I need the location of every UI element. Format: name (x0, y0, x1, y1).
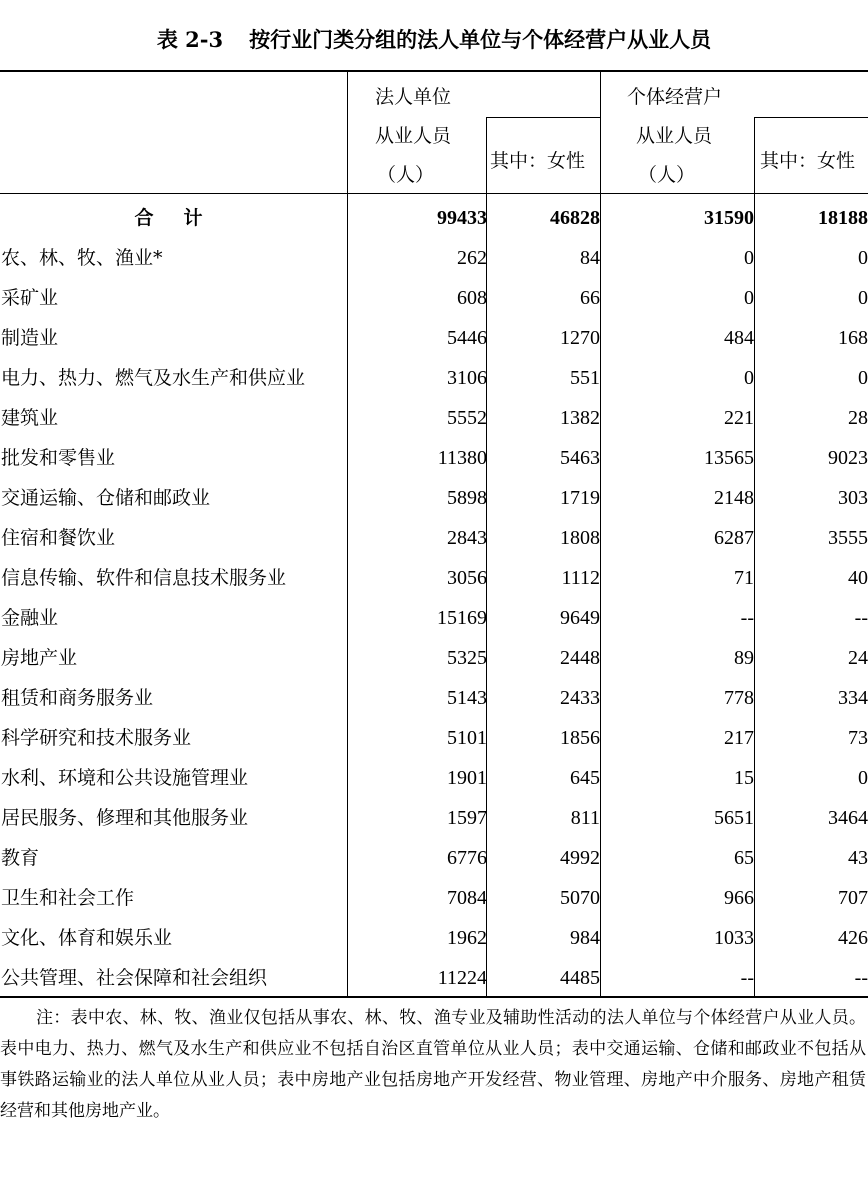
header-bottom-rule (0, 193, 868, 194)
cell-indiv-employees: 0 (744, 287, 754, 309)
cell-indiv-employees: 2148 (714, 487, 754, 509)
cell-legal-employees: 5101 (447, 727, 487, 749)
cell-indiv-female: 168 (838, 327, 868, 349)
cell-indiv-employees: -- (740, 967, 754, 989)
cell-legal-female: 46828 (550, 207, 600, 229)
cell-indiv-employees: -- (740, 607, 754, 629)
table-row-total (0, 198, 868, 238)
cell-legal-female: 1270 (560, 327, 600, 349)
cell-legal-female: 1856 (560, 727, 600, 749)
cell-indiv-employees: 31590 (704, 207, 754, 229)
table-row (0, 878, 868, 918)
row-label: 交通运输、仓储和邮政业 (1, 487, 211, 509)
cell-indiv-female: 0 (858, 767, 868, 789)
cell-indiv-female: 3464 (828, 807, 868, 829)
row-label: 建筑业 (1, 407, 59, 429)
header-indiv-female: 其中：女性 (760, 150, 856, 172)
table-row (0, 478, 868, 518)
row-label: 住宿和餐饮业 (1, 527, 116, 549)
cell-indiv-female: 0 (858, 247, 868, 269)
table-row (0, 958, 868, 998)
cell-legal-female: 66 (580, 287, 600, 309)
cell-legal-employees: 5552 (447, 407, 487, 429)
table-row (0, 838, 868, 878)
cell-indiv-employees: 89 (734, 647, 754, 669)
cell-legal-female: 5463 (560, 447, 600, 469)
cell-legal-employees: 3106 (447, 367, 487, 389)
row-label: 农、林、牧、渔业* (1, 247, 163, 269)
cell-indiv-female: 24 (848, 647, 868, 669)
table-row (0, 358, 868, 398)
cell-legal-employees: 5446 (447, 327, 487, 349)
cell-indiv-female: 707 (838, 887, 868, 909)
header-legal-female: 其中：女性 (490, 150, 586, 172)
cell-indiv-female: 43 (848, 847, 868, 869)
row-label: 文化、体育和娱乐业 (1, 927, 173, 949)
table-title-text: 按行业门类分组的法人单位与个体经营户从业人员 (249, 27, 712, 52)
header-indiv-employees: 从业人员 (636, 125, 713, 147)
cell-indiv-female: 0 (858, 287, 868, 309)
cell-indiv-female: 3555 (828, 527, 868, 549)
cell-legal-female: 1112 (561, 567, 600, 589)
table-row (0, 438, 868, 478)
row-label: 信息传输、软件和信息技术服务业 (1, 567, 287, 589)
cell-legal-employees: 608 (457, 287, 487, 309)
row-label: 居民服务、修理和其他服务业 (1, 807, 249, 829)
top-rule (0, 70, 868, 72)
cell-indiv-employees: 484 (724, 327, 754, 349)
cell-indiv-employees: 65 (734, 847, 754, 869)
cell-indiv-employees: 5651 (714, 807, 754, 829)
cell-legal-employees: 5898 (447, 487, 487, 509)
cell-legal-employees: 1962 (447, 927, 487, 949)
cell-legal-female: 2433 (560, 687, 600, 709)
cell-indiv-employees: 13565 (704, 447, 754, 469)
table-row (0, 518, 868, 558)
cell-legal-female: 1719 (560, 487, 600, 509)
table-row (0, 758, 868, 798)
cell-legal-employees: 262 (457, 247, 487, 269)
cell-legal-employees: 5325 (447, 647, 487, 669)
cell-legal-female: 2448 (560, 647, 600, 669)
cell-indiv-employees: 1033 (714, 927, 754, 949)
table-row (0, 278, 868, 318)
cell-legal-employees: 11380 (437, 447, 487, 469)
cell-legal-female: 1382 (560, 407, 600, 429)
footnote-text: 注：表中农、林、牧、渔业仅包括从事农、林、牧、渔专业及辅助性活动的法人单位与个体经营户从业人员。表中电力、热力、燃气及水生产和供应业不包括自治区直管单位从业人员；表中交通运输、仓储和邮政业不包括从事铁路运输业的法人单位从业人员；表中房地产业包括房地产开发经营、物业管理、房地产中介服务、房地产租赁经营和其他房地产业。 (0, 1008, 866, 1121)
table-row (0, 558, 868, 598)
header-indiv-group: 个体经营户 (627, 86, 723, 108)
cell-indiv-employees: 0 (744, 367, 754, 389)
cell-legal-employees: 11224 (437, 967, 487, 989)
header-legal-employees: 从业人员 (375, 125, 452, 147)
cell-legal-employees: 1901 (447, 767, 487, 789)
cell-indiv-female: -- (854, 607, 868, 629)
header-legal-group: 法人单位 (375, 86, 452, 108)
cell-indiv-employees: 966 (724, 887, 754, 909)
cell-indiv-employees: 0 (744, 247, 754, 269)
cell-legal-female: 645 (570, 767, 600, 789)
cell-indiv-employees: 71 (734, 567, 754, 589)
cell-legal-female: 551 (570, 367, 600, 389)
cell-legal-female: 984 (570, 927, 600, 949)
table-row (0, 918, 868, 958)
cell-legal-female: 84 (580, 247, 600, 269)
cell-legal-employees: 99433 (437, 207, 487, 229)
cell-indiv-female: 334 (838, 687, 868, 709)
cell-indiv-employees: 6287 (714, 527, 754, 549)
table-row (0, 678, 868, 718)
row-label: 批发和零售业 (1, 447, 116, 469)
table-title (0, 22, 868, 58)
cell-legal-employees: 2843 (447, 527, 487, 549)
row-label: 合计 (134, 207, 233, 229)
cell-legal-employees: 6776 (447, 847, 487, 869)
table-row (0, 398, 868, 438)
cell-indiv-employees: 217 (724, 727, 754, 749)
cell-legal-female: 5070 (560, 887, 600, 909)
cell-indiv-female: 9023 (828, 447, 868, 469)
row-label: 教育 (1, 847, 40, 869)
cell-indiv-female: 18188 (818, 207, 868, 229)
row-label: 卫生和社会工作 (1, 887, 135, 909)
table-row (0, 638, 868, 678)
table-row (0, 318, 868, 358)
row-label: 水利、环境和公共设施管理业 (1, 767, 249, 789)
table-row (0, 598, 868, 638)
row-label: 房地产业 (1, 647, 78, 669)
cell-indiv-employees: 15 (734, 767, 754, 789)
cell-indiv-female: 0 (858, 367, 868, 389)
table-number: 表 2-3 (156, 27, 224, 52)
cell-indiv-employees: 221 (724, 407, 754, 429)
cell-indiv-female: 303 (838, 487, 868, 509)
row-label: 公共管理、社会保障和社会组织 (1, 967, 268, 989)
header-legal-unit: （人） (377, 164, 435, 186)
table-footnote (0, 1003, 866, 1127)
header-indiv-unit: （人） (638, 164, 696, 186)
row-label: 电力、热力、燃气及水生产和供应业 (1, 367, 306, 389)
cell-legal-female: 9649 (560, 607, 600, 629)
cell-indiv-female: -- (854, 967, 868, 989)
cell-indiv-female: 426 (838, 927, 868, 949)
row-label: 科学研究和技术服务业 (1, 727, 192, 749)
cell-legal-employees: 7084 (447, 887, 487, 909)
cell-indiv-female: 28 (848, 407, 868, 429)
legal-group-underline (486, 117, 601, 118)
table-row (0, 718, 868, 758)
cell-indiv-employees: 778 (724, 687, 754, 709)
row-label: 金融业 (1, 607, 59, 629)
cell-legal-female: 4992 (560, 847, 600, 869)
cell-indiv-female: 40 (848, 567, 868, 589)
row-label: 制造业 (1, 327, 59, 349)
cell-legal-employees: 15169 (437, 607, 487, 629)
cell-legal-employees: 5143 (447, 687, 487, 709)
row-label: 采矿业 (1, 287, 59, 309)
table-row (0, 238, 868, 278)
cell-legal-female: 1808 (560, 527, 600, 549)
cell-indiv-female: 73 (848, 727, 868, 749)
row-label: 租赁和商务服务业 (1, 687, 154, 709)
indiv-group-underline (754, 117, 868, 118)
cell-legal-female: 4485 (560, 967, 600, 989)
cell-legal-female: 811 (570, 807, 600, 829)
cell-legal-employees: 3056 (447, 567, 487, 589)
cell-legal-employees: 1597 (447, 807, 487, 829)
table-row (0, 798, 868, 838)
